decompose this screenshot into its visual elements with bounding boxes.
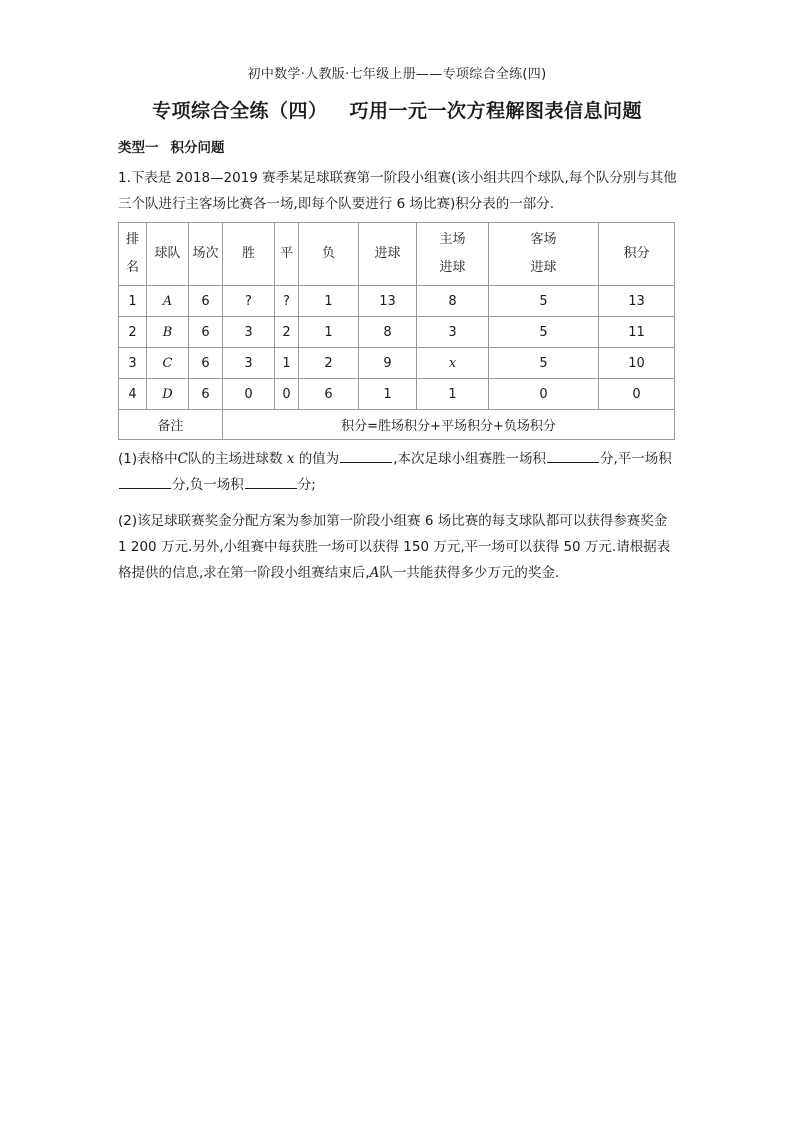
cell-home-goals: x (417, 348, 489, 379)
cell-games: 6 (189, 379, 223, 410)
team-a-var: A (369, 565, 380, 581)
cell-away-goals: 5 (489, 286, 599, 317)
answer-blank-draw[interactable] (119, 474, 171, 489)
table-row (119, 348, 675, 379)
header-win: 胜 (223, 223, 275, 286)
cell-team: D (147, 379, 189, 410)
cell-team: A (147, 286, 189, 317)
cell-goals: 1 (359, 379, 417, 410)
cell-rank: 2 (119, 317, 147, 348)
cell-loss: 1 (299, 286, 359, 317)
cell-team: B (147, 317, 189, 348)
x-var: x (286, 451, 295, 467)
cell-goals: 9 (359, 348, 417, 379)
team-c-var: C (177, 451, 188, 467)
cell-loss: 6 (299, 379, 359, 410)
question1-intro: 1.下表是 2018—2019 赛季某足球联赛第一阶段小组赛(该小组共四个球队,每个队分别与其他三个队进行主客场比赛各一场,即每个队要进行 6 场比赛)积分表的一部分. (118, 170, 677, 212)
table-row (119, 317, 675, 348)
section-heading (118, 136, 225, 156)
header-games: 场次 (189, 223, 223, 286)
title-part2: 巧用一元一次方程解图表信息问题 (349, 100, 643, 122)
cell-games: 6 (189, 317, 223, 348)
table-header-row (119, 223, 675, 286)
question1-part2: (2)该足球联赛奖金分配方案为参加第一阶段小组赛 6 场比赛的每支球队都可以获得参赛奖金 1 200 万元.另外,小组赛中每获胜一场可以获得 150 万元,平一场可以获得 50 万元.请根据表格提供的信息,求在第一阶段小组赛结束后,A队一共能获得多少万元的奖金. (118, 513, 671, 581)
header-goals: 进球 (359, 223, 417, 286)
cell-away-goals: 5 (489, 348, 599, 379)
cell-points: 13 (599, 286, 675, 317)
header-points: 积分 (599, 223, 675, 286)
cell-home-goals: 1 (417, 379, 489, 410)
answer-blank-loss[interactable] (245, 474, 297, 489)
cell-goals: 13 (359, 286, 417, 317)
cell-away-goals: 5 (489, 317, 599, 348)
header-team: 球队 (147, 223, 189, 286)
cell-win: 3 (223, 317, 275, 348)
cell-goals: 8 (359, 317, 417, 348)
cell-draw: ? (275, 286, 299, 317)
cell-points: 11 (599, 317, 675, 348)
cell-loss: 1 (299, 317, 359, 348)
table-note-row (119, 410, 675, 440)
answer-blank-win[interactable] (547, 448, 599, 463)
cell-games: 6 (189, 286, 223, 317)
answer-blank-x[interactable] (340, 448, 392, 463)
page-header: 初中数学·人教版·七年级上册——专项综合全练(四) (247, 67, 547, 82)
page-title (0, 96, 794, 123)
cell-draw: 1 (275, 348, 299, 379)
cell-win: 0 (223, 379, 275, 410)
note-text: 积分=胜场积分+平场积分+负场积分 (223, 410, 675, 440)
table-row (119, 286, 675, 317)
question1-part1: (1)表格中C队的主场进球数 x 的值为 ,本次足球小组赛胜一场积 分,平一场积分,负一场积 分; (118, 446, 678, 498)
header-away-goals: 客场 进球 (489, 223, 599, 286)
header-rank: 排 名 (119, 223, 147, 286)
cell-loss: 2 (299, 348, 359, 379)
cell-win: 3 (223, 348, 275, 379)
cell-draw: 2 (275, 317, 299, 348)
cell-rank: 1 (119, 286, 147, 317)
score-table (118, 222, 675, 440)
cell-home-goals: 3 (417, 317, 489, 348)
section-label: 类型一 (118, 140, 159, 156)
header-home-goals: 主场 进球 (417, 223, 489, 286)
cell-rank: 3 (119, 348, 147, 379)
table-row (119, 379, 675, 410)
cell-points: 0 (599, 379, 675, 410)
cell-away-goals: 0 (489, 379, 599, 410)
header-loss: 负 (299, 223, 359, 286)
cell-home-goals: 8 (417, 286, 489, 317)
cell-team: C (147, 348, 189, 379)
note-label: 备注 (119, 410, 223, 440)
title-part1: 专项综合全练（四） (151, 100, 328, 122)
cell-games: 6 (189, 348, 223, 379)
cell-win: ? (223, 286, 275, 317)
header-draw: 平 (275, 223, 299, 286)
cell-rank: 4 (119, 379, 147, 410)
cell-points: 10 (599, 348, 675, 379)
cell-draw: 0 (275, 379, 299, 410)
section-name: 积分问题 (170, 140, 225, 156)
